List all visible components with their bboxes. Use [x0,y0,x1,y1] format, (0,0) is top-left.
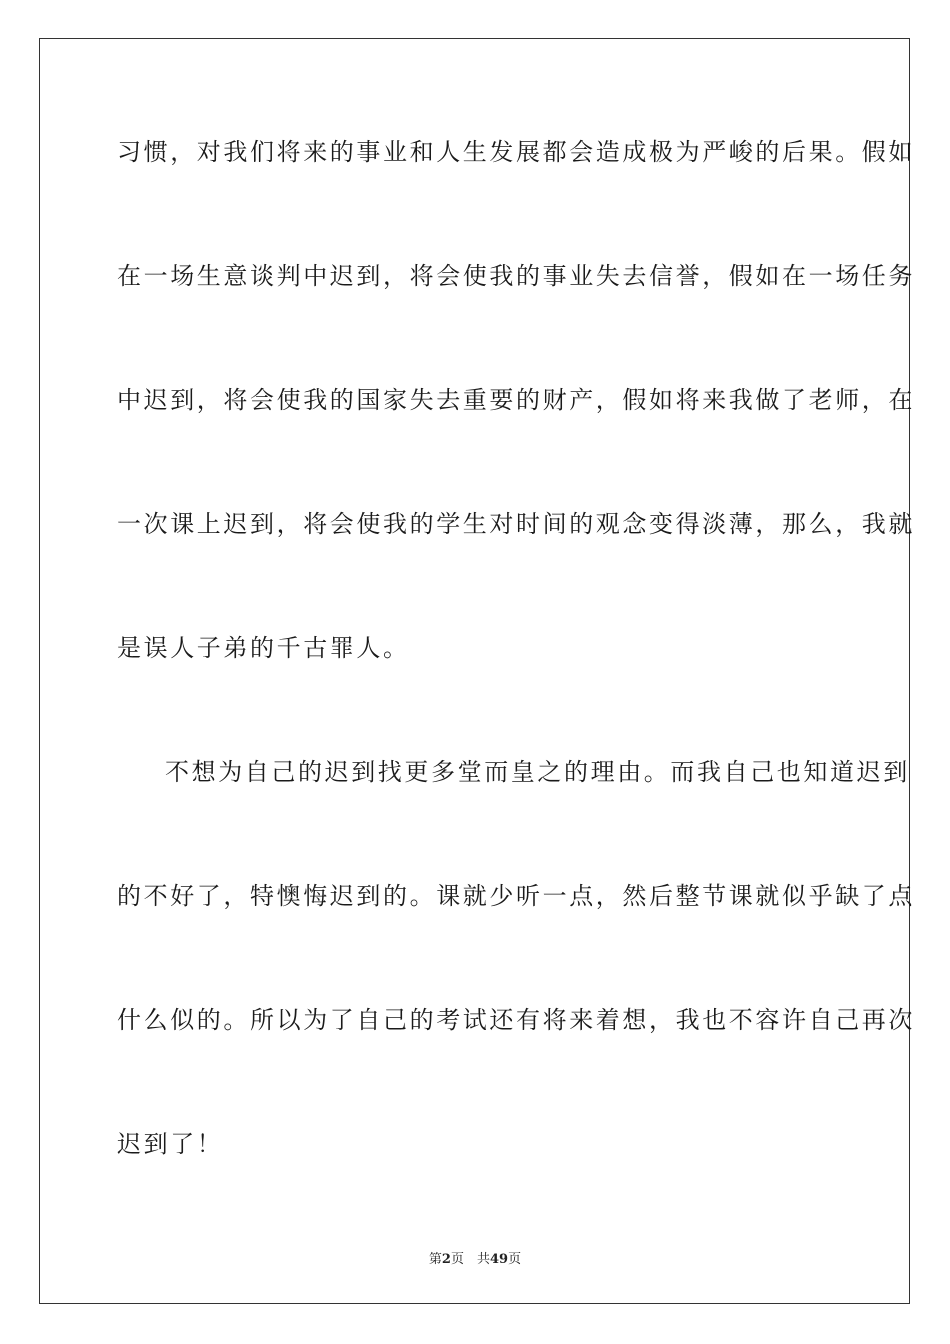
page-border [39,38,915,1304]
page-mid-text: 页 共 [450,1252,490,1267]
page-suffix: 页 [508,1252,522,1267]
paragraph-2-line-3: 什么似的。所以为了自己的考试还有将来着想，我也不容许自己再次 [117,1006,915,1034]
body-line-5: 是误人子弟的千古罪人。 [117,634,410,662]
current-page-number: 2 [441,1252,451,1267]
page-number-footer [0,1248,950,1267]
body-line-1: 习惯，对我们将来的事业和人生发展都会造成极为严峻的后果。假如 [117,138,915,166]
paragraph-2-line-2: 的不好了，特懊悔迟到的。课就少听一点，然后整节课就似乎缺了点 [117,882,915,910]
body-line-3: 中迟到，将会使我的国家失去重要的财产，假如将来我做了老师，在 [117,386,915,414]
body-line-4: 一次课上迟到，将会使我的学生对时间的观念变得淡薄，那么，我就 [117,510,915,538]
body-line-2: 在一场生意谈判中迟到，将会使我的事业失去信誉，假如在一场任务 [117,262,915,290]
total-page-number: 49 [489,1252,509,1267]
paragraph-2-line-1: 不想为自己的迟到找更多堂而皇之的理由。而我自己也知道迟到 [165,758,910,786]
paragraph-2-line-4: 迟到了！ [117,1130,224,1158]
page-prefix: 第 [428,1252,442,1267]
